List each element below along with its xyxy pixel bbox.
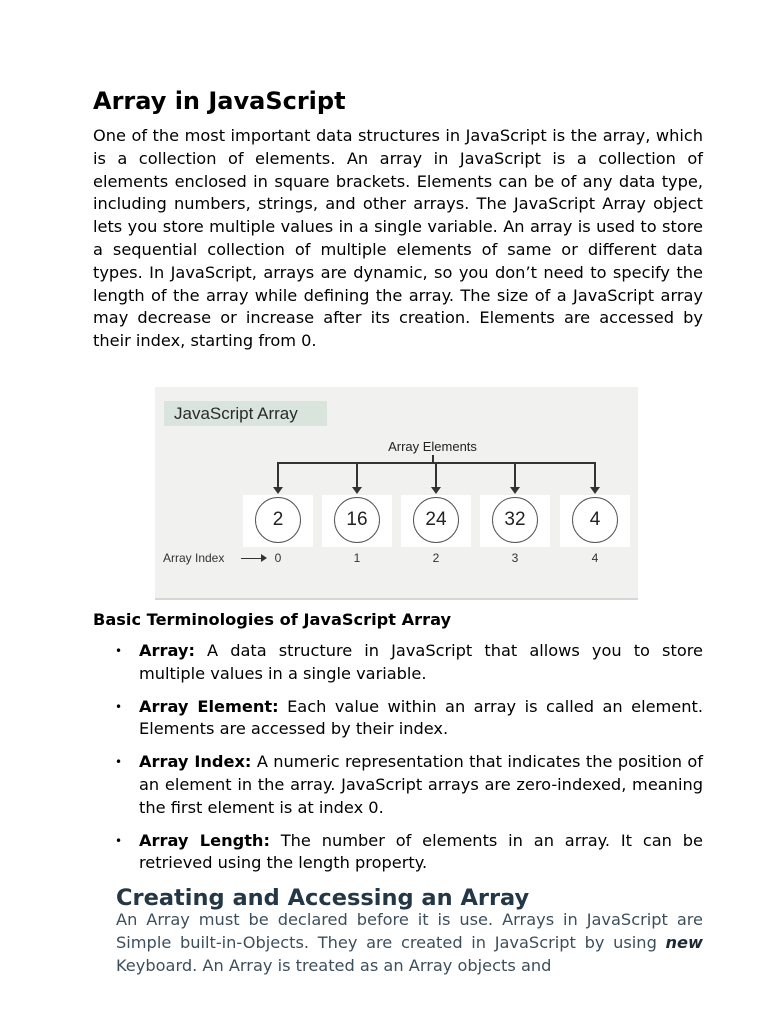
term-label: Array Length: [139, 830, 270, 850]
list-item [93, 751, 703, 819]
arrow-down-icon [510, 487, 520, 494]
connector-line [514, 462, 516, 490]
arrow-down-icon [590, 487, 600, 494]
connector-line [277, 462, 279, 490]
array-cell [322, 495, 392, 547]
bullet-icon: • [115, 833, 123, 848]
array-value: 32 [492, 497, 538, 543]
term-description: The number of elements in an array. It can be retrieved using the length property. [139, 830, 703, 873]
connector-line [435, 462, 437, 490]
array-index: 2 [432, 551, 440, 565]
array-value: 2 [255, 497, 301, 543]
page-title: Array in JavaScript [93, 87, 346, 115]
array-elements-label: Array Elements [388, 439, 477, 454]
term-label: Array Index: [139, 752, 252, 772]
array-index: 4 [591, 551, 599, 565]
section-paragraph [116, 909, 703, 977]
term-description: Each value within an array is called an element. Elements are accessed by their index. [139, 696, 704, 739]
term-description: A data structure in JavaScript that allows you to store multiple values in a single variable. [139, 641, 703, 683]
array-index: 0 [274, 551, 282, 565]
keyword-new: new [665, 932, 703, 952]
section-heading: Creating and Accessing an Array [116, 885, 530, 911]
bullet-icon: • [115, 644, 123, 658]
array-cell [480, 495, 550, 547]
array-cell [560, 495, 630, 547]
array-cell [243, 495, 313, 547]
arrow-down-icon [273, 487, 283, 494]
terminology-list [93, 640, 703, 885]
arrow-down-icon [431, 487, 441, 494]
bullet-icon: • [115, 699, 123, 714]
array-diagram [155, 387, 638, 600]
bullet-icon: • [115, 755, 123, 770]
array-value: 24 [413, 497, 459, 543]
array-cell [401, 495, 471, 547]
connector-bar [277, 462, 596, 464]
term-label: Array Element: [139, 696, 279, 716]
terminology-heading: Basic Terminologies of JavaScript Array [93, 610, 452, 629]
diagram-title-tag: JavaScript Array [164, 401, 327, 426]
paragraph-text: An Array must be declared before it is use. Arrays in JavaScript are Simple built-in-Objects. They are created in JavaScript by using [116, 910, 703, 952]
array-index: 1 [353, 551, 361, 565]
arrow-down-icon [352, 487, 362, 494]
term-description: A numeric representation that indicates the position of an element in the array. JavaScript arrays are zero-indexed, meaning the first element is at index 0. [139, 752, 703, 817]
paragraph-text: Keyboard. An Array is treated as an Array objects and [116, 955, 552, 975]
list-item [93, 696, 703, 742]
intro-paragraph: One of the most important data structures in JavaScript is the array, which is a collection of elements. An array in JavaScript is a collection of elements enclosed in square brackets. Elements can be of any data type, including numbers, strings, and other arrays. The JavaScript Array object lets you store multiple values in a single variable. An array is used to store a sequential collection of multiple elements of same or different data types. In JavaScript, arrays are dynamic, so you don’t need to specify the length of the array while defining the array. The size of a JavaScript array may decrease or increase after its creation. Elements are accessed by their index, starting from 0. [93, 126, 703, 351]
list-item [93, 830, 703, 876]
connector-line [356, 462, 358, 490]
array-index-label: Array Index [163, 551, 225, 565]
array-value: 16 [334, 497, 380, 543]
term-label: Array: [139, 641, 195, 660]
list-item [93, 640, 703, 686]
connector-line [594, 462, 596, 490]
array-index: 3 [511, 551, 519, 565]
array-value: 4 [572, 497, 618, 543]
